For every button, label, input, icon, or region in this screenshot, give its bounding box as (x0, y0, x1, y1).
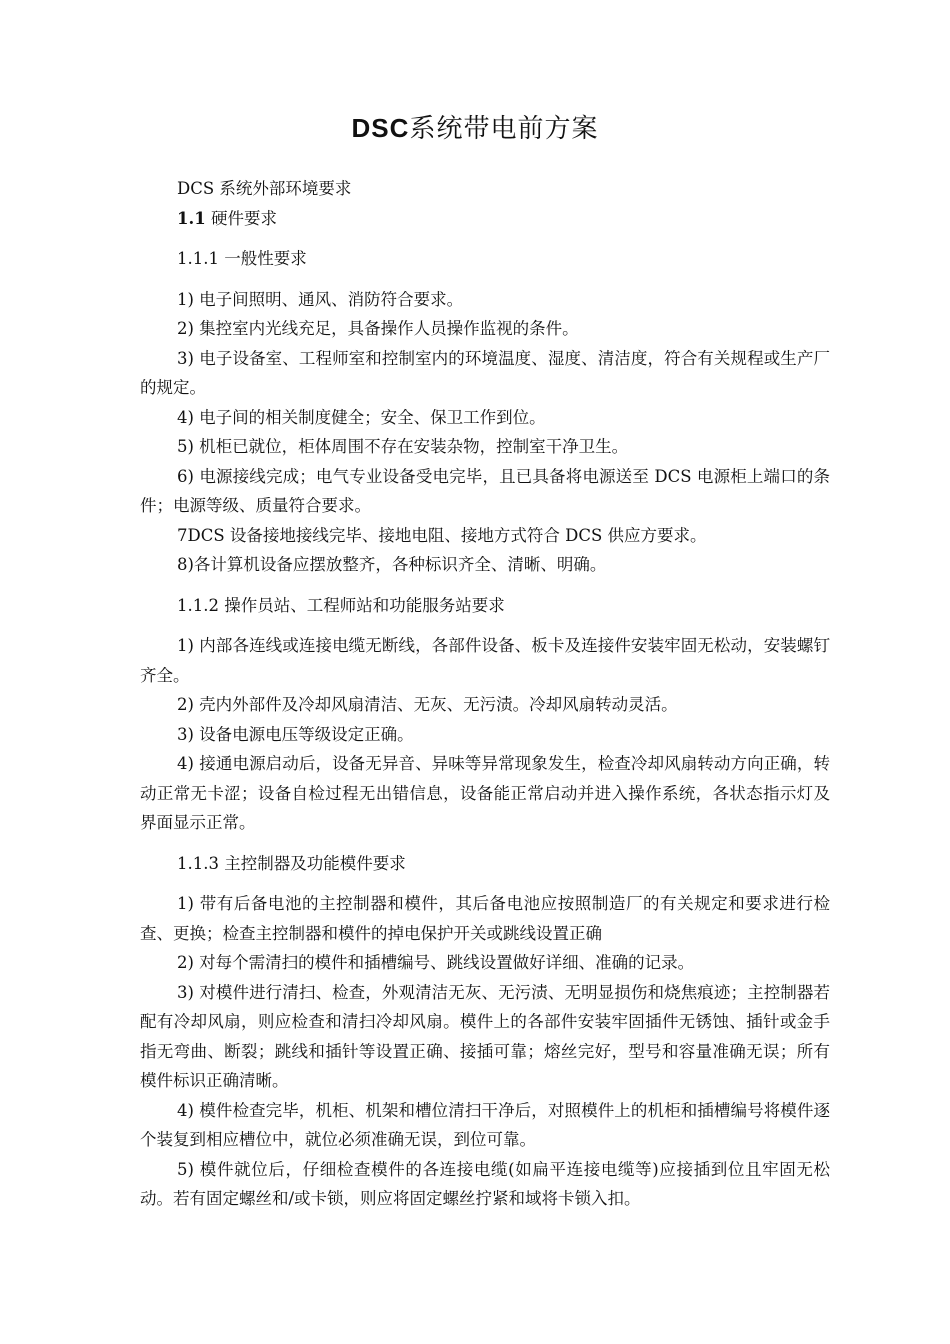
subsubsection-heading: 1.1.2 操作员站、工程师站和功能服务站要求 (177, 595, 505, 615)
subsubsection-heading: 1.1.3 主控制器及功能模件要求 (177, 853, 406, 873)
list-item: 3) 设备电源电压等级设定正确。 (177, 724, 414, 744)
list-item: 3) 对模件进行清扫、检查，外观清洁无灰、无污渍、无明显损伤和烧焦痕迹；主控制器若配有冷却风扇，则应检查和清扫冷却风扇。模件上的各部件安装牢固插件无锈蚀、插针或金手指无弯曲、断裂；跳线和插针等设置正确、接插可靠；熔丝完好，型号和容量准确无误；所有模件标识正确清晰。 (140, 982, 830, 1090)
list-item: 5) 模件就位后，仔细检查模件的各连接电缆(如扁平连接电缆等)应接插到位且牢固无松动。若有固定螺丝和/或卡锁，则应将固定螺丝拧紧和域将卡锁入扣。 (140, 1159, 830, 1208)
list-item: 1) 内部各连线或连接电缆无断线，各部件设备、板卡及连接件安装牢固无松动，安装螺钉齐全。 (140, 636, 830, 685)
subsection-title: 硬件要求 (205, 208, 277, 228)
list-item: 7DCS 设备接地接线完毕、接地电阻、接地方式符合 DCS 供应方要求。 (177, 525, 707, 545)
list-item: 2) 对每个需清扫的模件和插槽编号、跳线设置做好详细、准确的记录。 (177, 953, 695, 972)
list-item: 8)各计算机设备应摆放整齐，各种标识齐全、清晰、明确。 (177, 555, 607, 574)
list-item: 4) 电子间的相关制度健全；安全、保卫工作到位。 (177, 407, 546, 427)
document-body (140, 174, 830, 1214)
title-text: 系统带电前方案 (409, 114, 599, 144)
title-prefix: DSC (351, 113, 410, 143)
list-item: 5) 机柜已就位，柜体周围不存在安装杂物，控制室干净卫生。 (177, 437, 629, 456)
list-item: 2) 壳内外部件及冷却风扇清洁、无灰、无污渍。冷却风扇转动灵活。 (177, 695, 678, 714)
document-title (0, 110, 950, 147)
list-item: 4) 模件检查完毕，机柜、机架和槽位清扫干净后，对照模件上的机柜和插槽编号将模件逐个装复到相应槽位中，就位必须准确无误，到位可靠。 (140, 1100, 830, 1149)
subsection-heading (140, 204, 830, 234)
section-heading: DCS 系统外部环境要求 (177, 179, 352, 198)
subsection-number: 1.1 (177, 208, 206, 228)
list-item: 3) 电子设备室、工程师室和控制室内的环境温度、湿度、清洁度，符合有关规程或生产厂的规定。 (140, 348, 830, 397)
list-item: 1) 电子间照明、通风、消防符合要求。 (177, 289, 464, 309)
list-item: 1) 带有后备电池的主控制器和模件，其后备电池应按照制造厂的有关规定和要求进行检查、更换；检查主控制器和模件的掉电保护开关或跳线设置正确 (140, 894, 830, 943)
list-item: 2) 集控室内光线充足，具备操作人员操作监视的条件。 (177, 319, 579, 338)
list-item: 6) 电源接线完成；电气专业设备受电完毕，且已具备将电源送至 DCS 电源柜上端口的条件；电源等级、质量符合要求。 (140, 466, 830, 515)
list-item: 4) 接通电源启动后，设备无异音、异味等异常现象发生，检查冷却风扇转动方向正确，转动正常无卡涩；设备自检过程无出错信息，设备能正常启动并进入操作系统，各状态指示灯及界面显示正常。 (140, 754, 830, 832)
subsubsection-heading: 1.1.1 一般性要求 (177, 249, 307, 268)
